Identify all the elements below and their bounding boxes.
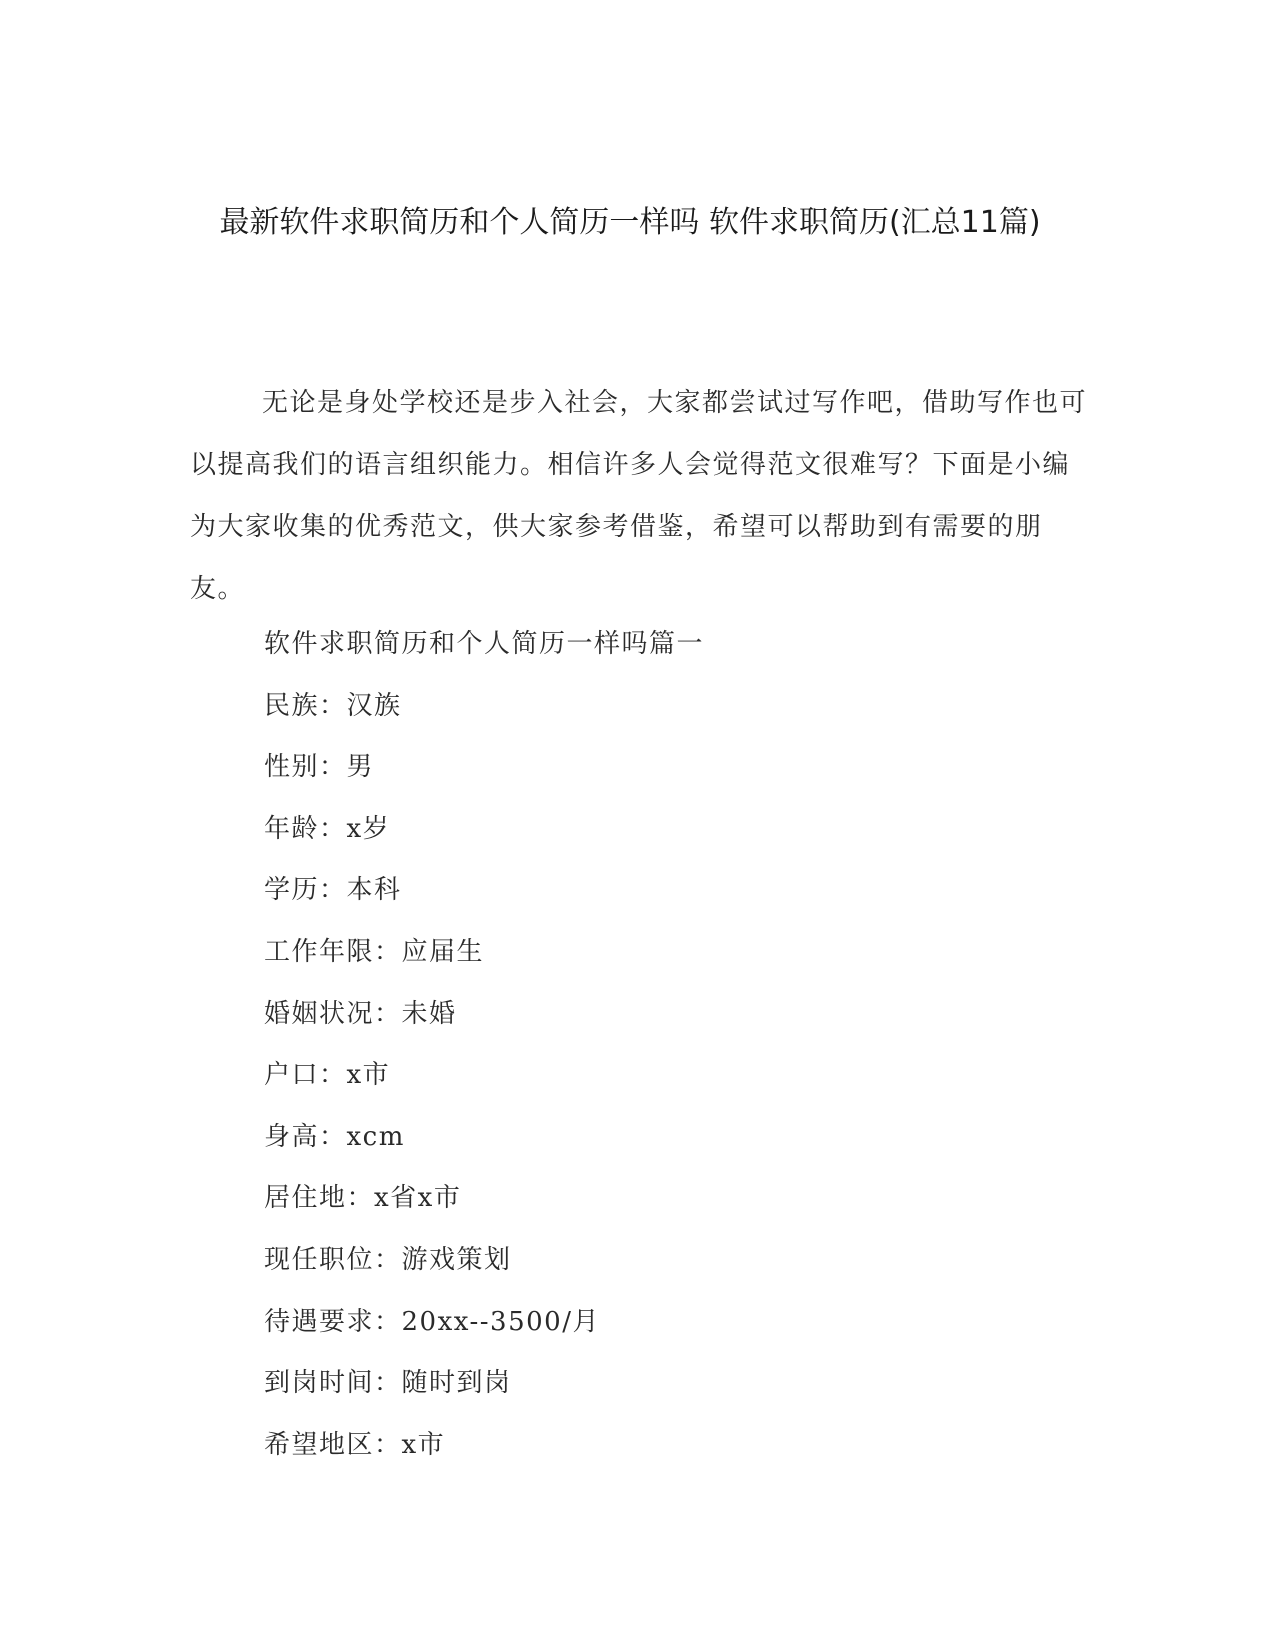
detail-age: 年龄：x岁 [264,813,391,844]
intro-paragraph: 无论是身处学校还是步入社会，大家都尝试过写作吧，借助写作也可以提高我们的语言组织能力。相信许多人会觉得范文很难写？下面是小编为大家收集的优秀范文，供大家参考借鉴，希望可以帮助到有需要的朋友。 [190,388,1088,604]
detail-ethnicity: 民族：汉族 [264,690,402,721]
section-heading: 软件求职简历和个人简历一样吗篇一 [264,629,705,659]
detail-residence: 居住地：x省x市 [264,1183,462,1214]
detail-preferred-region: 希望地区：x市 [264,1429,446,1460]
detail-marital-status: 婚姻状况：未婚 [264,998,457,1029]
detail-work-years: 工作年限：应届生 [264,936,485,967]
detail-height: 身高：xcm [264,1121,405,1152]
detail-start-time: 到岗时间：随时到岗 [264,1368,512,1399]
detail-gender: 性别：男 [264,752,375,783]
detail-salary: 待遇要求：20xx--3500/月 [264,1306,600,1337]
resume-details-list [264,624,1064,1486]
detail-household: 户口：x市 [264,1060,391,1091]
document-title: 最新软件求职简历和个人简历一样吗 软件求职简历(汇总11篇) [219,205,1041,240]
detail-education: 学历：本科 [264,875,402,906]
detail-current-position: 现任职位：游戏策划 [264,1244,512,1275]
